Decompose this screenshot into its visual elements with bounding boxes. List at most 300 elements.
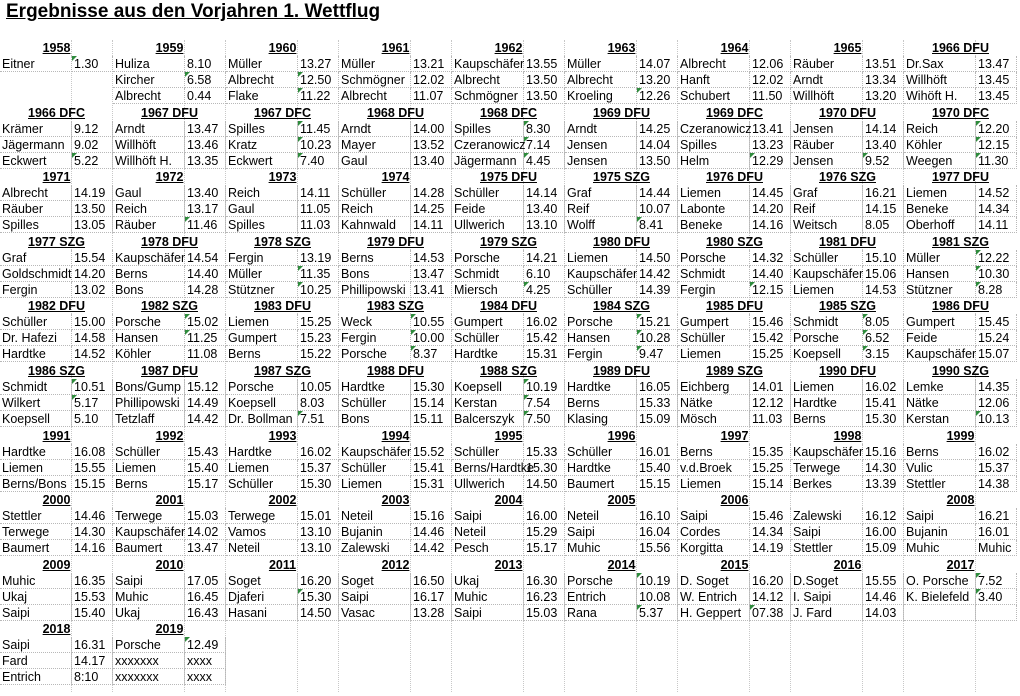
- entry-time[interactable]: 15.56: [637, 540, 678, 556]
- entry-name[interactable]: Reich: [226, 185, 298, 201]
- entry-time[interactable]: 13.40: [411, 153, 452, 169]
- entry-name[interactable]: I. Saipi: [791, 589, 863, 605]
- entry-time[interactable]: 14.30: [863, 460, 904, 476]
- entry-time[interactable]: 14.19: [72, 185, 113, 201]
- entry-time[interactable]: 10.55: [411, 314, 452, 330]
- entry-time[interactable]: 15.22: [298, 346, 339, 362]
- entry-time[interactable]: 13.50: [524, 72, 565, 88]
- entry-name[interactable]: Kaupschäfer: [115, 525, 186, 540]
- entry-time[interactable]: 13.21: [411, 56, 452, 72]
- entry-time[interactable]: 15.03: [185, 508, 226, 524]
- entry-name[interactable]: Gumpert: [452, 314, 524, 330]
- entry-time[interactable]: 13.20: [637, 72, 678, 88]
- entry-name[interactable]: Saipi: [791, 524, 863, 540]
- entry-time[interactable]: 7.14: [524, 137, 565, 153]
- entry-name[interactable]: Kircher: [113, 72, 185, 88]
- entry-time[interactable]: 11.22: [298, 88, 339, 104]
- entry-time[interactable]: 16.01: [976, 524, 1017, 540]
- entry-time[interactable]: 13.40: [524, 201, 565, 217]
- entry-time[interactable]: 15.01: [298, 508, 339, 524]
- entry-name[interactable]: Spilles: [678, 137, 750, 153]
- entry-time[interactable]: 8.37: [411, 346, 452, 362]
- entry-name[interactable]: Entrich: [0, 669, 72, 685]
- entry-name[interactable]: Arndt: [791, 72, 863, 88]
- entry-name[interactable]: Jägermann: [452, 153, 524, 169]
- entry-name[interactable]: Schüller: [791, 250, 863, 266]
- entry-name[interactable]: Nätke: [678, 395, 750, 411]
- entry-name[interactable]: Fergin: [339, 330, 411, 346]
- entry-name[interactable]: Baumert: [0, 540, 72, 556]
- entry-name[interactable]: Stützner: [226, 282, 298, 298]
- entry-name[interactable]: Saipi: [0, 637, 72, 653]
- entry-name[interactable]: Köhler: [904, 137, 976, 153]
- entry-name[interactable]: Arndt: [339, 121, 411, 137]
- entry-name[interactable]: Wolff: [565, 217, 637, 233]
- entry-time[interactable]: 17.05: [185, 573, 226, 589]
- entry-time[interactable]: 5.10: [72, 411, 113, 427]
- entry-time[interactable]: 11.08: [185, 346, 226, 362]
- entry-time[interactable]: 15.41: [411, 460, 452, 476]
- entry-time[interactable]: 13.50: [72, 201, 113, 217]
- entry-name[interactable]: Krämer: [0, 121, 72, 137]
- entry-time[interactable]: 8.03: [298, 395, 339, 411]
- entry-time[interactable]: 10.19: [637, 573, 678, 589]
- entry-name[interactable]: Jensen: [791, 153, 863, 169]
- entry-time[interactable]: 16.20: [298, 573, 339, 589]
- entry-name[interactable]: Jensen: [565, 153, 637, 169]
- entry-time[interactable]: 14.42: [185, 411, 226, 427]
- entry-name[interactable]: W. Entrich: [678, 589, 750, 605]
- entry-time[interactable]: 15.43: [185, 444, 226, 460]
- entry-name[interactable]: Jensen: [791, 121, 863, 137]
- entry-name[interactable]: Willhöft: [791, 88, 863, 104]
- entry-name[interactable]: Räuber: [791, 56, 863, 72]
- entry-time[interactable]: [976, 605, 1017, 621]
- entry-time[interactable]: 15.45: [976, 314, 1017, 330]
- entry-time[interactable]: 14.02: [185, 524, 226, 540]
- entry-time[interactable]: 12.26: [637, 88, 678, 104]
- entry-name[interactable]: Berns: [791, 411, 863, 427]
- entry-time[interactable]: 14.53: [411, 250, 452, 266]
- entry-time[interactable]: 8:10: [72, 669, 113, 685]
- entry-time[interactable]: 16.43: [185, 605, 226, 621]
- entry-name[interactable]: Schmidt: [678, 266, 750, 282]
- entry-time[interactable]: 9.47: [637, 346, 678, 362]
- entry-name[interactable]: Flake: [226, 88, 298, 104]
- entry-name[interactable]: Kaupschäfer: [454, 57, 525, 71]
- entry-time[interactable]: 14.50: [637, 250, 678, 266]
- entry-time[interactable]: 12.15: [750, 282, 791, 298]
- entry-time[interactable]: 15.10: [863, 250, 904, 266]
- entry-name[interactable]: Baumert: [565, 476, 637, 492]
- entry-time[interactable]: 16.00: [524, 508, 565, 524]
- entry-time[interactable]: 7.54: [524, 395, 565, 411]
- entry-name[interactable]: Bujanin: [339, 524, 411, 540]
- entry-time[interactable]: 11.45: [298, 121, 339, 137]
- entry-name[interactable]: D. Soget: [678, 573, 750, 589]
- entry-time[interactable]: 14.44: [637, 185, 678, 201]
- entry-time[interactable]: 14.16: [72, 540, 113, 556]
- entry-time[interactable]: 12.02: [750, 72, 791, 88]
- entry-name[interactable]: Berns: [904, 444, 976, 460]
- entry-name[interactable]: Stettler: [0, 508, 72, 524]
- entry-time[interactable]: 14.32: [750, 250, 791, 266]
- entry-name[interactable]: Neteil: [339, 508, 411, 524]
- entry-name[interactable]: Muhic: [565, 540, 637, 556]
- entry-name[interactable]: Arndt: [113, 121, 185, 137]
- entry-name[interactable]: Czeranowicz: [680, 121, 752, 136]
- entry-name[interactable]: Schubert: [678, 88, 750, 104]
- entry-name[interactable]: Schüller: [452, 185, 524, 201]
- entry-name[interactable]: Feide: [452, 201, 524, 217]
- entry-time[interactable]: 15.09: [863, 540, 904, 556]
- entry-name[interactable]: Cordes: [678, 524, 750, 540]
- entry-name[interactable]: Wihöft H.: [904, 88, 976, 104]
- entry-name[interactable]: K. Bielefeld: [904, 589, 976, 605]
- entry-name[interactable]: Djaferi: [226, 589, 298, 605]
- entry-name[interactable]: Schüller: [565, 444, 637, 460]
- entry-time[interactable]: 10.05: [298, 379, 339, 395]
- entry-name[interactable]: Lemke: [904, 379, 976, 395]
- entry-time[interactable]: 7.50: [524, 411, 565, 427]
- entry-time[interactable]: 15.25: [298, 314, 339, 330]
- entry-time[interactable]: 14.40: [185, 266, 226, 282]
- entry-name[interactable]: Kaupschäfer: [341, 444, 412, 459]
- entry-name[interactable]: Klasing: [565, 411, 637, 427]
- entry-time[interactable]: 12.06: [750, 56, 791, 72]
- entry-time[interactable]: 14.39: [637, 282, 678, 298]
- entry-time[interactable]: 6.10: [524, 266, 565, 282]
- entry-name[interactable]: Albrecht: [452, 72, 524, 88]
- entry-name[interactable]: Hansen: [113, 330, 185, 346]
- entry-time[interactable]: 14.12: [750, 589, 791, 605]
- entry-name[interactable]: Schüller: [339, 395, 411, 411]
- entry-time[interactable]: 16.12: [863, 508, 904, 524]
- entry-time[interactable]: 13.20: [863, 88, 904, 104]
- entry-name[interactable]: Soget: [226, 573, 298, 589]
- entry-name[interactable]: Liemen: [565, 250, 637, 266]
- entry-name[interactable]: Kaupschäfer: [567, 266, 638, 281]
- entry-time[interactable]: 10.08: [637, 589, 678, 605]
- entry-name[interactable]: Liemen: [0, 460, 72, 476]
- entry-time[interactable]: 14.46: [863, 589, 904, 605]
- entry-name[interactable]: Liemen: [339, 476, 411, 492]
- entry-time[interactable]: 10.51: [72, 379, 113, 395]
- entry-name[interactable]: Albrecht: [565, 72, 637, 88]
- entry-name[interactable]: Liemen: [791, 379, 863, 395]
- entry-time[interactable]: 16.31: [72, 637, 113, 653]
- entry-time[interactable]: 12.22: [976, 250, 1017, 266]
- entry-name[interactable]: Liemen: [113, 460, 185, 476]
- entry-time[interactable]: 14.01: [750, 379, 791, 395]
- entry-time[interactable]: 14.46: [72, 508, 113, 524]
- entry-name[interactable]: Schmögner: [452, 88, 524, 104]
- entry-time[interactable]: 8.28: [976, 282, 1017, 298]
- entry-time[interactable]: 15.31: [524, 346, 565, 362]
- entry-time[interactable]: 14.15: [863, 201, 904, 217]
- entry-time[interactable]: 14.28: [185, 282, 226, 298]
- entry-name[interactable]: Porsche: [113, 637, 185, 653]
- entry-name[interactable]: Albrecht: [678, 56, 750, 72]
- entry-name[interactable]: Porsche: [678, 250, 750, 266]
- entry-time[interactable]: 16.23: [524, 589, 565, 605]
- entry-time[interactable]: 14.19: [750, 540, 791, 556]
- entry-name[interactable]: Vasac: [339, 605, 411, 621]
- entry-name[interactable]: Neteil: [226, 540, 298, 556]
- entry-time[interactable]: 8.10: [185, 56, 226, 72]
- entry-time[interactable]: 15.31: [411, 476, 452, 492]
- entry-name[interactable]: Gaul: [339, 153, 411, 169]
- entry-name[interactable]: Weck: [339, 314, 411, 330]
- entry-time[interactable]: 13.47: [411, 266, 452, 282]
- entry-time[interactable]: 13.52: [411, 137, 452, 153]
- entry-time[interactable]: 13.05: [72, 217, 113, 233]
- entry-name[interactable]: Koepsell: [452, 379, 524, 395]
- entry-time[interactable]: 15.23: [298, 330, 339, 346]
- entry-name[interactable]: Kaupschäfer: [906, 347, 977, 362]
- entry-time[interactable]: 3.15: [863, 346, 904, 362]
- entry-name[interactable]: Phillipowski: [113, 395, 185, 411]
- entry-time[interactable]: 15.42: [524, 330, 565, 346]
- entry-time[interactable]: 6.52: [863, 330, 904, 346]
- entry-name[interactable]: Fard: [0, 653, 72, 669]
- entry-name[interactable]: Huliza: [113, 56, 185, 72]
- entry-time[interactable]: 14.54: [185, 250, 226, 266]
- entry-time[interactable]: 11.50: [750, 88, 791, 104]
- entry-name[interactable]: Zalewski: [791, 508, 863, 524]
- entry-time[interactable]: 16.10: [637, 508, 678, 524]
- entry-name[interactable]: Hansen: [565, 330, 637, 346]
- entry-name[interactable]: Stützner: [904, 282, 976, 298]
- entry-time[interactable]: 15.12: [185, 379, 226, 395]
- entry-name[interactable]: Eckwert: [0, 153, 72, 169]
- entry-time[interactable]: 14.52: [976, 185, 1017, 201]
- entry-name[interactable]: Ullwerich: [452, 217, 524, 233]
- entry-time[interactable]: 15.42: [750, 330, 791, 346]
- entry-name[interactable]: Spilles: [452, 121, 524, 137]
- entry-name[interactable]: Bujanin: [904, 524, 976, 540]
- entry-time[interactable]: 13.28: [411, 605, 452, 621]
- entry-name[interactable]: Korgitta: [678, 540, 750, 556]
- entry-time[interactable]: 14.50: [298, 605, 339, 621]
- entry-name[interactable]: Oberhoff: [904, 217, 976, 233]
- entry-time[interactable]: 16.02: [524, 314, 565, 330]
- entry-time[interactable]: 14.25: [411, 201, 452, 217]
- entry-time[interactable]: 7.40: [298, 153, 339, 169]
- entry-time[interactable]: 13.50: [637, 153, 678, 169]
- entry-name[interactable]: Fergin: [0, 282, 72, 298]
- entry-name[interactable]: Mayer: [339, 137, 411, 153]
- entry-name[interactable]: Liemen: [791, 282, 863, 298]
- entry-time[interactable]: 15.17: [185, 476, 226, 492]
- entry-time[interactable]: 15.30: [298, 476, 339, 492]
- entry-name[interactable]: Hardtke: [565, 460, 637, 476]
- entry-name[interactable]: Weitsch: [791, 217, 863, 233]
- entry-name[interactable]: Pesch: [452, 540, 524, 556]
- entry-time[interactable]: 15.55: [72, 460, 113, 476]
- entry-time[interactable]: 15.46: [750, 508, 791, 524]
- entry-name[interactable]: Berns: [226, 346, 298, 362]
- entry-name[interactable]: Muhic: [113, 589, 185, 605]
- entry-name[interactable]: Liemen: [678, 185, 750, 201]
- entry-time[interactable]: 15.33: [524, 444, 565, 460]
- entry-time[interactable]: 13.27: [298, 56, 339, 72]
- entry-time[interactable]: 16.02: [863, 379, 904, 395]
- entry-time[interactable]: 16.30: [524, 573, 565, 589]
- entry-name[interactable]: Gumpert: [904, 314, 976, 330]
- entry-name[interactable]: Jensen: [565, 137, 637, 153]
- entry-name[interactable]: Koepsell: [0, 411, 72, 427]
- entry-name[interactable]: Baumert: [113, 540, 185, 556]
- entry-time[interactable]: 12.15: [976, 137, 1017, 153]
- entry-time[interactable]: 13.10: [524, 217, 565, 233]
- entry-name[interactable]: Porsche: [452, 250, 524, 266]
- entry-name[interactable]: Eichberg: [678, 379, 750, 395]
- entry-name[interactable]: Liemen: [904, 185, 976, 201]
- entry-time[interactable]: 12.02: [411, 72, 452, 88]
- entry-name[interactable]: Terwege: [113, 508, 185, 524]
- entry-name[interactable]: O. Porsche: [904, 573, 976, 589]
- entry-time[interactable]: 15.25: [750, 460, 791, 476]
- entry-time[interactable]: 14.20: [72, 266, 113, 282]
- entry-name[interactable]: Kahnwald: [339, 217, 411, 233]
- entry-time[interactable]: 16.00: [863, 524, 904, 540]
- entry-time[interactable]: 13.51: [863, 56, 904, 72]
- entry-name[interactable]: Schüller: [0, 314, 72, 330]
- entry-time[interactable]: 13.47: [976, 56, 1017, 72]
- entry-time[interactable]: 4.45: [524, 153, 565, 169]
- entry-time[interactable]: 14.34: [750, 524, 791, 540]
- entry-name[interactable]: Reich: [904, 121, 976, 137]
- entry-name[interactable]: Muhic: [452, 589, 524, 605]
- entry-name[interactable]: Zalewski: [339, 540, 411, 556]
- entry-name[interactable]: Bons: [339, 411, 411, 427]
- entry-time[interactable]: 14.50: [524, 476, 565, 492]
- entry-name[interactable]: Kaupschäfer: [793, 444, 864, 459]
- entry-time[interactable]: 13.10: [298, 524, 339, 540]
- entry-name[interactable]: Fergin: [226, 250, 298, 266]
- entry-name[interactable]: Porsche: [113, 314, 185, 330]
- entry-time[interactable]: 16.35: [72, 573, 113, 589]
- entry-name[interactable]: Feide: [904, 330, 976, 346]
- entry-name[interactable]: Phillipowski: [339, 282, 411, 298]
- entry-time[interactable]: 14.04: [637, 137, 678, 153]
- entry-time[interactable]: 13.41: [411, 282, 452, 298]
- entry-time[interactable]: 14.14: [863, 121, 904, 137]
- entry-time[interactable]: 15.16: [863, 444, 904, 460]
- entry-time[interactable]: 15.54: [72, 250, 113, 266]
- entry-time[interactable]: 13.41: [750, 121, 791, 137]
- entry-name[interactable]: Czeranowicz: [454, 137, 526, 152]
- entry-name[interactable]: Berns: [339, 250, 411, 266]
- entry-time[interactable]: 5.22: [72, 153, 113, 169]
- entry-name[interactable]: Schüller: [113, 444, 185, 460]
- entry-time[interactable]: 10.00: [411, 330, 452, 346]
- entry-time[interactable]: 15.14: [411, 395, 452, 411]
- entry-time[interactable]: 14.42: [637, 266, 678, 282]
- entry-name[interactable]: Eckwert: [226, 153, 298, 169]
- entry-name[interactable]: Beneke: [678, 217, 750, 233]
- entry-time[interactable]: 14.17: [72, 653, 113, 669]
- entry-name[interactable]: Gumpert: [226, 330, 298, 346]
- entry-time[interactable]: 15.21: [637, 314, 678, 330]
- entry-time[interactable]: 15.09: [637, 411, 678, 427]
- entry-name[interactable]: Koepsell: [226, 395, 298, 411]
- entry-time[interactable]: 12.06: [976, 395, 1017, 411]
- entry-time[interactable]: 14.53: [863, 282, 904, 298]
- entry-time[interactable]: 15.03: [524, 605, 565, 621]
- entry-time[interactable]: 7.51: [298, 411, 339, 427]
- entry-time[interactable]: 13.39: [863, 476, 904, 492]
- entry-name[interactable]: Albrecht: [113, 88, 185, 104]
- entry-name[interactable]: Schmidt: [452, 266, 524, 282]
- entry-time[interactable]: 15.35: [750, 444, 791, 460]
- entry-time[interactable]: 13.19: [298, 250, 339, 266]
- entry-name[interactable]: Soget: [339, 573, 411, 589]
- entry-name[interactable]: Saipi: [678, 508, 750, 524]
- entry-time[interactable]: 9.52: [863, 153, 904, 169]
- entry-time[interactable]: 15.30: [411, 379, 452, 395]
- entry-time[interactable]: 14.20: [750, 201, 791, 217]
- entry-time[interactable]: 07.38: [750, 605, 791, 621]
- entry-time[interactable]: 14.45: [750, 185, 791, 201]
- entry-time[interactable]: 11.25: [185, 330, 226, 346]
- entry-name[interactable]: Willhöft H.: [113, 153, 185, 169]
- entry-name[interactable]: Berns/Hardtke: [454, 460, 534, 475]
- entry-time[interactable]: 10.13: [976, 411, 1017, 427]
- entry-name[interactable]: Weegen: [904, 153, 976, 169]
- entry-name[interactable]: Saipi: [565, 524, 637, 540]
- entry-name[interactable]: Saipi: [113, 573, 185, 589]
- entry-name[interactable]: Reich: [339, 201, 411, 217]
- entry-time[interactable]: 12.50: [298, 72, 339, 88]
- entry-name[interactable]: Jägermann: [0, 137, 72, 153]
- entry-time[interactable]: 14.49: [185, 395, 226, 411]
- entry-time[interactable]: 14.40: [750, 266, 791, 282]
- entry-time[interactable]: 15.52: [411, 444, 452, 460]
- entry-name[interactable]: Porsche: [565, 314, 637, 330]
- entry-time[interactable]: 15.30: [524, 460, 565, 476]
- entry-time[interactable]: 11.46: [185, 217, 226, 233]
- entry-time[interactable]: 14.16: [750, 217, 791, 233]
- entry-time[interactable]: 15.30: [298, 589, 339, 605]
- entry-time[interactable]: 14.11: [411, 217, 452, 233]
- entry-name[interactable]: Ullwerich: [452, 476, 524, 492]
- entry-name[interactable]: Müller: [226, 266, 298, 282]
- entry-name[interactable]: Terwege: [226, 508, 298, 524]
- entry-time[interactable]: 15.15: [637, 476, 678, 492]
- entry-name[interactable]: Terwege: [0, 524, 72, 540]
- entry-name[interactable]: H. Geppert: [678, 605, 750, 621]
- entry-name[interactable]: Schüller: [339, 460, 411, 476]
- entry-name[interactable]: Hasani: [226, 605, 298, 621]
- entry-time[interactable]: 15.06: [863, 266, 904, 282]
- entry-time[interactable]: 15.02: [185, 314, 226, 330]
- entry-time[interactable]: 16.50: [411, 573, 452, 589]
- entry-time[interactable]: 12.49: [185, 637, 226, 653]
- entry-name[interactable]: Vulic: [904, 460, 976, 476]
- entry-time[interactable]: 15.40: [185, 460, 226, 476]
- entry-name[interactable]: Schmidt: [791, 314, 863, 330]
- entry-name[interactable]: Liemen: [226, 460, 298, 476]
- entry-name[interactable]: Ukaj: [452, 573, 524, 589]
- entry-name[interactable]: Berns: [565, 395, 637, 411]
- entry-time[interactable]: 9.12: [72, 121, 113, 137]
- entry-time[interactable]: 15.11: [411, 411, 452, 427]
- entry-name[interactable]: Albrecht: [226, 72, 298, 88]
- entry-name[interactable]: Gaul: [113, 185, 185, 201]
- entry-name[interactable]: Willhöft: [904, 72, 976, 88]
